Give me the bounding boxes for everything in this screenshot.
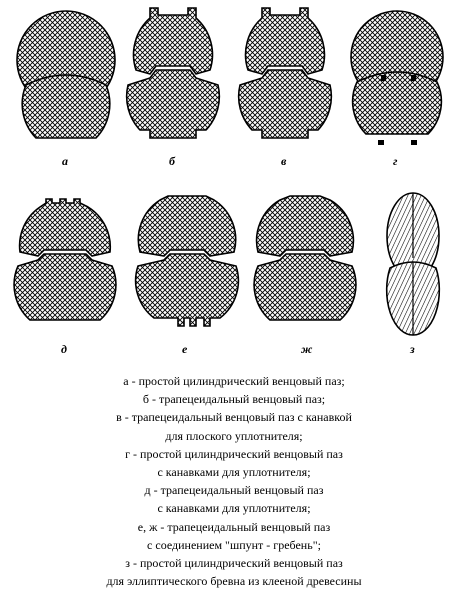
- figure-label-g: г: [393, 154, 398, 168]
- caption-line: для эллиптического бревна из клееной древесины: [106, 574, 362, 589]
- caption-line: з - простой цилиндрический венцовый паз: [125, 556, 343, 571]
- figure-d: [14, 199, 116, 356]
- figure-g: [351, 11, 443, 168]
- seal-groove-left: [381, 75, 386, 81]
- log-bottom: [239, 70, 332, 138]
- caption-line: г - простой цилиндрический венцовый паз: [125, 446, 343, 461]
- log-bottom: [14, 254, 116, 320]
- figure-label-v: в: [281, 154, 287, 168]
- figure-label-a: а: [62, 154, 68, 168]
- caption-line: а - простой цилиндрический венцовый паз;: [123, 374, 345, 388]
- figure-z: [387, 193, 440, 356]
- log-top: [257, 196, 354, 256]
- log-top: [20, 199, 111, 256]
- seal-groove-bottom-right: [411, 140, 417, 145]
- log-bottom: [22, 75, 110, 138]
- caption-line: для плоского уплотнителя;: [165, 428, 303, 443]
- caption-line: с соединением "шпунт - гребень";: [147, 537, 321, 552]
- log-top: [138, 196, 235, 256]
- figure-v: [239, 8, 332, 168]
- caption-line: е, ж - трапецеидальный венцовый паз: [137, 519, 331, 534]
- figure-e: [136, 196, 239, 356]
- figure-label-z: з: [410, 342, 415, 356]
- log-bottom: [136, 254, 239, 326]
- seal-groove-right: [411, 75, 416, 81]
- figure-zh: [254, 196, 356, 356]
- caption-line: с канавками для уплотнителя;: [157, 465, 311, 480]
- figure-label-zh: ж: [301, 342, 313, 356]
- caption-line: в - трапецеидальный венцовый паз с канавкой: [116, 410, 352, 425]
- caption-line: с канавками для уплотнителя;: [157, 501, 311, 516]
- log-top: [246, 8, 325, 74]
- seal-groove-bottom-left: [378, 140, 384, 145]
- figure-label-b: б: [169, 154, 175, 168]
- figure-b: [127, 8, 220, 168]
- figure-a: [17, 11, 115, 168]
- log-top: [134, 8, 213, 74]
- log-bottom: [353, 72, 442, 134]
- caption-line: д - трапецеидальный венцовый паз: [144, 483, 324, 498]
- log-bottom: [254, 254, 356, 320]
- figure-label-d: д: [61, 342, 67, 356]
- figure-label-e: е: [182, 342, 188, 356]
- log-bottom: [127, 70, 220, 138]
- figure-caption: [0, 372, 468, 590]
- caption-line: б - трапецеидальный венцовый паз;: [142, 392, 326, 407]
